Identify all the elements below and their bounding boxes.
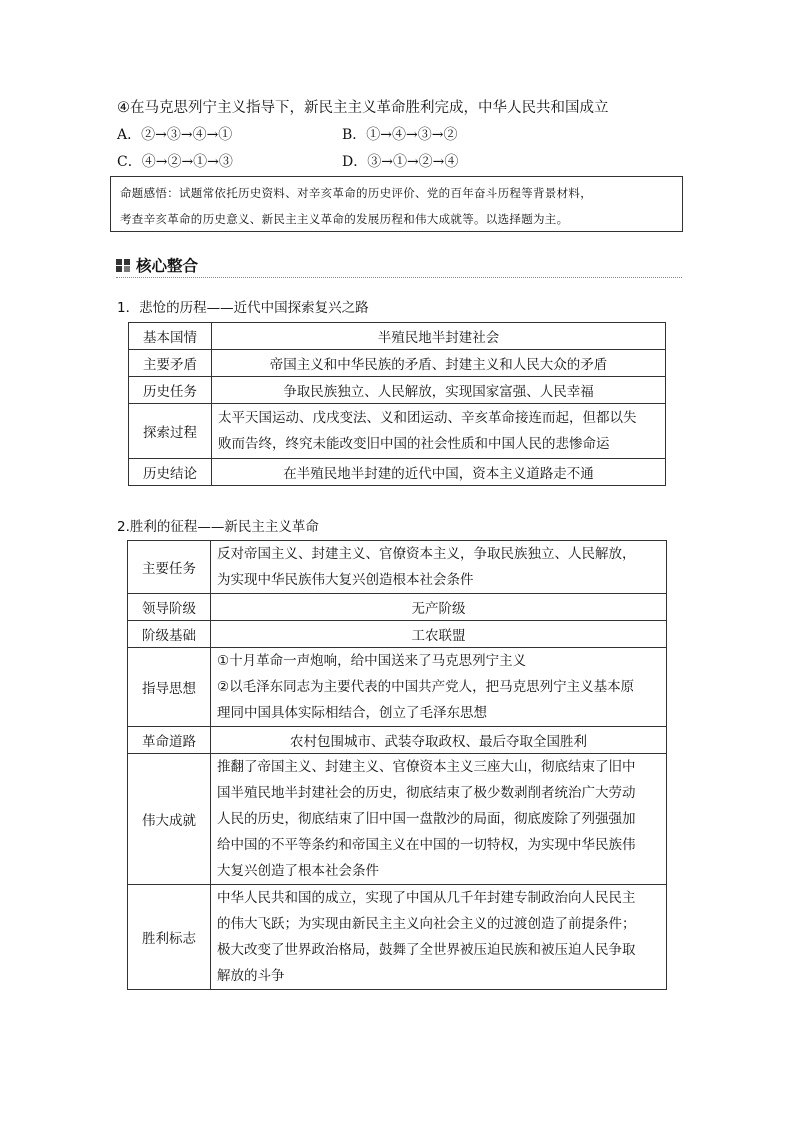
row-key: 主要任务: [128, 541, 211, 594]
table-row: [128, 727, 667, 754]
row-line: 极大改变了世界政治格局，鼓舞了全世界被压迫民族和被压迫人民争取: [217, 942, 636, 958]
table-row: [128, 621, 667, 648]
row-value: [211, 541, 667, 594]
table-row: [128, 648, 667, 727]
row-key: 历史任务: [129, 377, 212, 404]
row-value: 无产阶级: [211, 594, 667, 621]
table-row: [129, 350, 666, 377]
table-row: [129, 404, 666, 459]
row-value: [211, 754, 667, 885]
table-row: [128, 754, 667, 885]
table-modern-history: [128, 322, 666, 486]
row-key: 历史结论: [129, 459, 212, 486]
row-value: 农村包围城市、武装夺取政权、最后夺取全国胜利: [211, 727, 667, 754]
table-row: [128, 541, 667, 594]
option-d[interactable]: D．③→①→②→④: [342, 154, 459, 170]
row-line: ②以毛泽东同志为主要代表的中国共产党人，把马克思列宁主义基本原: [217, 679, 635, 695]
part2-heading: 2.胜利的征程——新民主主义革命: [117, 519, 319, 535]
row-line: 的伟大飞跃；为实现由新民主主义向社会主义的过渡创造了前提条件；: [217, 916, 636, 932]
row-key: 探索过程: [129, 404, 212, 459]
note-line-1: 命题感悟：试题常依托历史资料、对辛亥革命的历史评价、党的百年奋斗历程等背景材料，: [120, 186, 592, 200]
section-title: 核心整合: [136, 257, 199, 275]
row-line: 中华人民共和国的成立，实现了中国从几千年封建专制政治向人民民主: [217, 890, 636, 906]
row-value: 争取民族独立、人民解放，实现国家富强、人民幸福: [212, 377, 666, 404]
row-value: 工农联盟: [211, 621, 667, 648]
row-value: 帝国主义和中华民族的矛盾、封建主义和人民大众的矛盾: [212, 350, 666, 377]
row-value: 在半殖民地半封建的近代中国，资本主义道路走不通: [212, 459, 666, 486]
section-square-icon: [116, 259, 130, 272]
row-line: 推翻了帝国主义、封建主义、官僚资本主义三座大山，彻底结束了旧中: [217, 759, 636, 775]
question-item-4: ④在马克思列宁主义指导下，新民主主义革命胜利完成，中华人民共和国成立: [117, 100, 609, 116]
row-key: 基本国情: [129, 323, 212, 350]
table-row: [128, 594, 667, 621]
table-new-democratic-revolution: [127, 540, 667, 990]
proposition-note-box: [110, 176, 683, 232]
row-line: 为实现中华民族伟大复兴创造根本社会条件: [217, 572, 474, 588]
row-line: 给中国的不平等条约和帝国主义在中国的一切特权，为实现中华民族伟: [217, 837, 636, 853]
row-line: ①十月革命一声炮响，给中国送来了马克思列宁主义: [217, 653, 527, 669]
section-heading: [116, 254, 198, 276]
row-key: 胜利标志: [128, 885, 211, 990]
option-c[interactable]: C．④→②→①→③: [117, 154, 233, 170]
option-b[interactable]: B．①→④→③→②: [342, 127, 458, 143]
table-row: [129, 377, 666, 404]
row-key: 主要矛盾: [129, 350, 212, 377]
row-line: 大复兴创造了根本社会条件: [217, 863, 379, 879]
row-line: 人民的历史，彻底结束了旧中国一盘散沙的局面，彻底废除了列强强加: [217, 811, 636, 827]
row-key: 伟大成就: [128, 754, 211, 885]
row-key: 革命道路: [128, 727, 211, 754]
row-value: [212, 404, 666, 459]
row-line: 理同中国具体实际相结合，创立了毛泽东思想: [217, 705, 487, 721]
note-line-2: 考查辛亥革命的历史意义、新民主主义革命的发展历程和伟大成就等。以选择题为主。: [120, 212, 569, 226]
table-row: [129, 323, 666, 350]
row-line: 解放的斗争: [217, 968, 285, 984]
section-divider: [116, 277, 682, 278]
row-line: 国半殖民地半封建社会的历史，彻底结束了极少数剥削者统治广大劳动: [217, 785, 636, 801]
part1-heading: 1．悲怆的历程——近代中国探索复兴之路: [117, 300, 369, 316]
row-key: 指导思想: [128, 648, 211, 727]
row-line: 反对帝国主义、封建主义、官僚资本主义，争取民族独立、人民解放，: [217, 546, 636, 562]
row-value: [211, 648, 667, 727]
row-line: 败而告终，终究未能改变旧中国的社会性质和中国人民的悲惨命运: [218, 436, 610, 452]
row-line: 太平天国运动、戊戌变法、义和团运动、辛亥革命接连而起，但都以失: [218, 410, 637, 426]
row-value: 半殖民地半封建社会: [212, 323, 666, 350]
table-row: [129, 459, 666, 486]
row-key: 阶级基础: [128, 621, 211, 648]
row-key: 领导阶级: [128, 594, 211, 621]
option-a[interactable]: A．②→③→④→①: [117, 127, 233, 143]
row-value: [211, 885, 667, 990]
table-row: [128, 885, 667, 990]
